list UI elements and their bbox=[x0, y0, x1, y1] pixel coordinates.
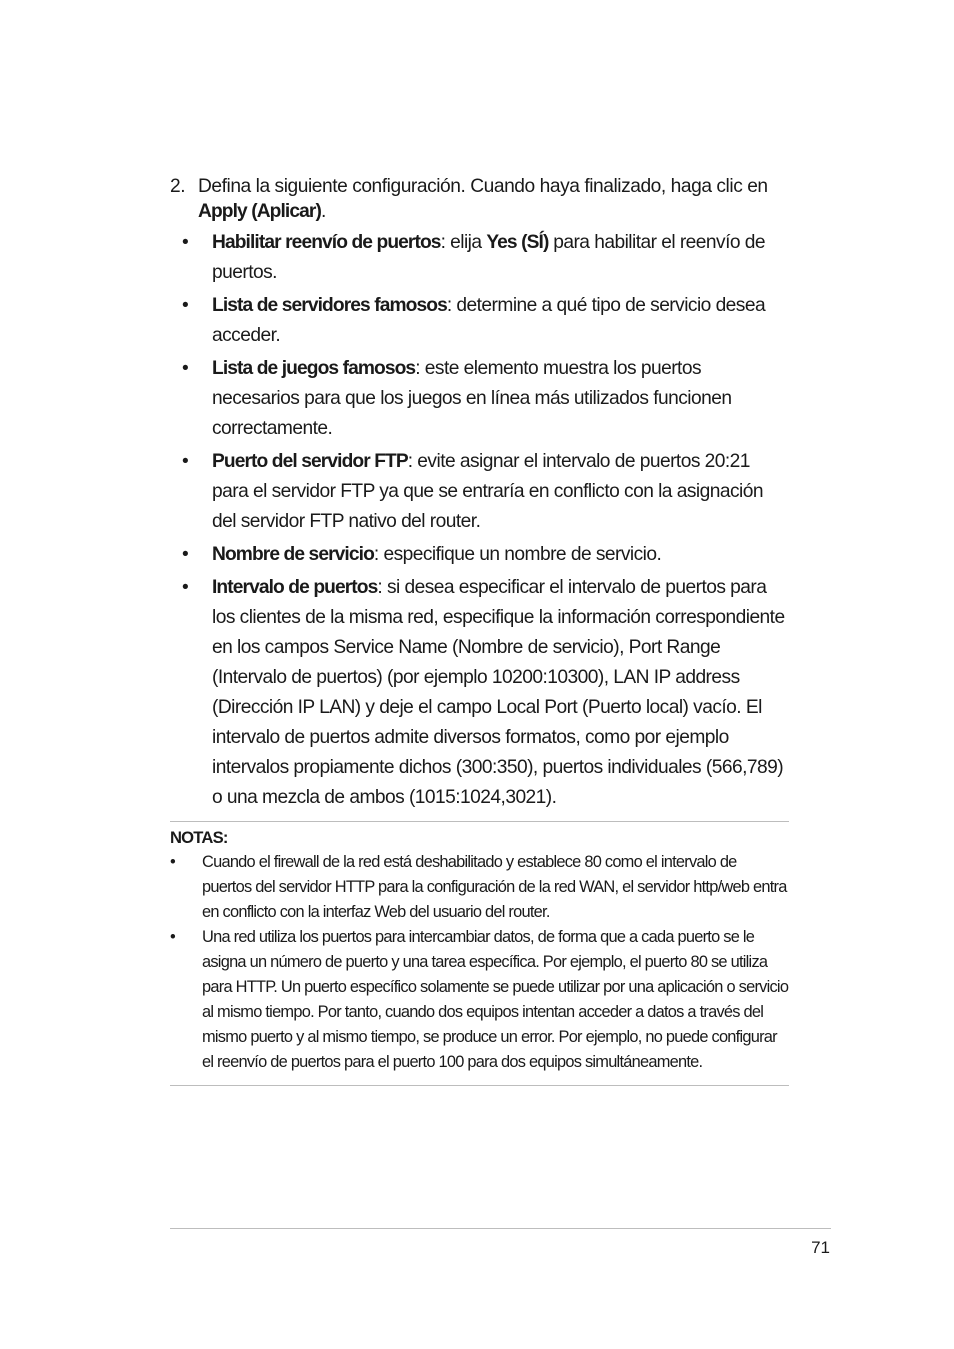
setting-text-end: para habilitar el reenvío de puertos. bbox=[212, 232, 766, 283]
footer-divider bbox=[170, 1228, 831, 1229]
setting-term: Intervalo de puertos bbox=[212, 577, 378, 598]
setting-text: : especifique un nombre de servicio. bbox=[373, 544, 662, 565]
setting-term: Puerto del servidor FTP bbox=[212, 451, 408, 472]
setting-text: : elija bbox=[440, 232, 487, 253]
bullet-icon: • bbox=[170, 928, 175, 946]
list-item bbox=[170, 447, 790, 537]
setting-value: Yes (SÍ) bbox=[486, 232, 549, 253]
bullet-icon: • bbox=[170, 853, 175, 871]
setting-text: : determine a qué tipo de servicio desea acceder. bbox=[212, 295, 766, 346]
setting-text: : si desea especificar el intervalo de puertos para los clientes de la misma red, especifique la información correspondiente en los campos Service Name (Nombre de servicio), Port Range (Intervalo de puertos) (por ejemplo 10200:10300), LAN IP address (Dirección IP LAN) y deje el campo Local Port (Puerto local) vacío. El intervalo de puertos admite diversos formatos, como por ejemplo intervalos propiamente dichos (300:350), puertos individuales (566,789) o una mezcla de ambos (1015:1024,3021). bbox=[212, 577, 785, 808]
bullet-icon: • bbox=[182, 295, 189, 316]
setting-text: : este elemento muestra los puertos necesarios para que los juegos en línea más utilizados funcionen correctamente. bbox=[212, 358, 732, 439]
note-item bbox=[170, 925, 789, 1075]
notes-list bbox=[170, 850, 789, 1075]
note-item bbox=[170, 850, 789, 925]
note-text: Una red utiliza los puertos para intercambiar datos, de forma que a cada puerto se le asigna un número de puerto y una tarea específica. Por ejemplo, el puerto 80 se utiliza para HTTP. Un puerto específico solamente se puede utilizar por una aplicación o servicio al mismo tiempo. Por tanto, cuando dos equipos intentan acceder a datos a través del mismo puerto y al mismo tiempo, se produce un error. Por ejemplo, no puede configurar el reenvío de puertos para el puerto 100 para dos equipos simultáneamente. bbox=[202, 928, 789, 1071]
list-item bbox=[170, 573, 790, 813]
page-number: 71 bbox=[811, 1238, 830, 1257]
setting-text: : evite asignar el intervalo de puertos 20:21 para el servidor FTP ya que se entraría en conflicto con la asignación del servidor FTP nativo del router. bbox=[212, 451, 763, 532]
bullet-icon: • bbox=[182, 577, 189, 598]
bullet-icon: • bbox=[182, 544, 189, 565]
list-item bbox=[170, 228, 790, 288]
step-end: . bbox=[320, 201, 326, 222]
list-item bbox=[170, 291, 790, 351]
step-number: 2. bbox=[170, 176, 186, 197]
note-text: Cuando el firewall de la red está deshabilitado y establece 80 como el intervalo de puertos del servidor HTTP para la configuración de la red WAN, el servidor http/web entra en conflicto con la interfaz Web del usuario del router. bbox=[202, 853, 787, 921]
step-text: Defina la siguiente configuración. Cuando haya finalizado, haga clic en bbox=[198, 176, 768, 197]
setting-term: Nombre de servicio bbox=[212, 544, 374, 565]
notes-box bbox=[170, 821, 789, 1086]
step-2 bbox=[170, 174, 790, 224]
step-action: Apply (Aplicar) bbox=[198, 201, 321, 222]
bullet-icon: • bbox=[182, 232, 189, 253]
setting-term: Lista de juegos famosos bbox=[212, 358, 416, 379]
settings-list bbox=[170, 228, 790, 813]
list-item bbox=[170, 354, 790, 444]
list-item bbox=[170, 540, 790, 570]
bullet-icon: • bbox=[182, 451, 189, 472]
main-content bbox=[170, 174, 790, 816]
setting-term: Habilitar reenvío de puertos bbox=[212, 232, 441, 253]
setting-term: Lista de servidores famosos bbox=[212, 295, 447, 316]
bullet-icon: • bbox=[182, 358, 189, 379]
notes-title: NOTAS: bbox=[170, 828, 228, 847]
